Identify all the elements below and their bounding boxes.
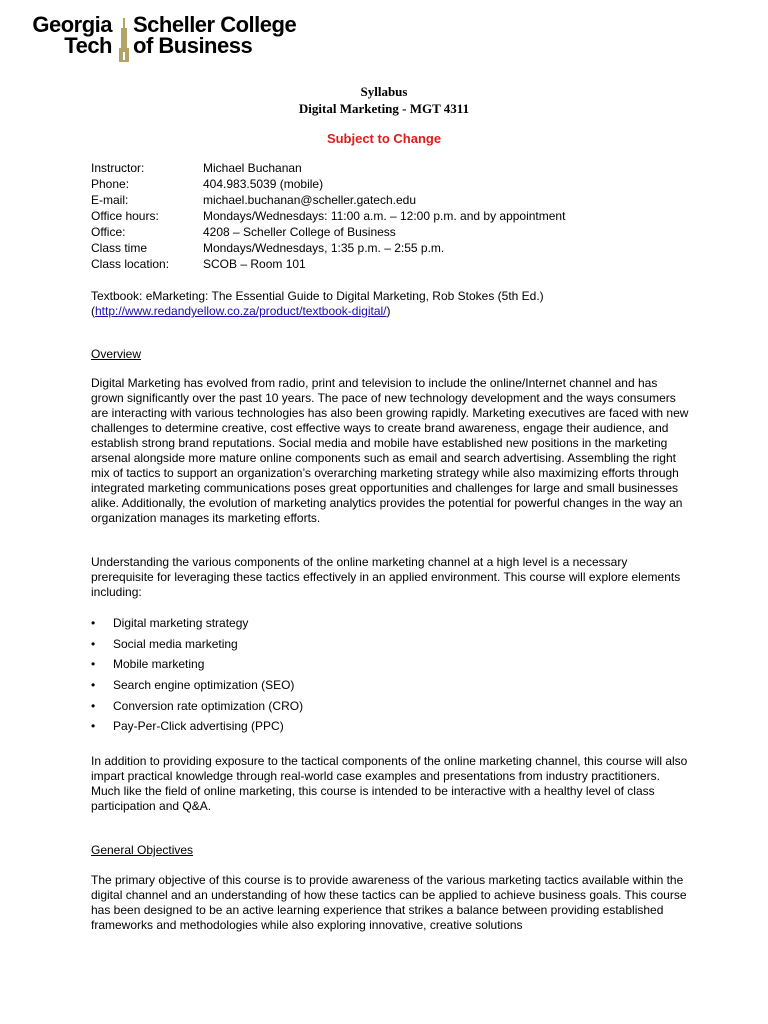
info-row: Class time Mondays/Wednesdays, 1:35 p.m. – 2:55 p.m. xyxy=(91,241,445,255)
course-title: Digital Marketing - MGT 4311 xyxy=(298,101,470,116)
list-item: • Social media marketing xyxy=(91,636,238,651)
info-row: Office hours: Mondays/Wednesdays: 11:00 a.m. – 12:00 p.m. and by appointment xyxy=(91,209,566,223)
subject-to-change-notice: Subject to Change xyxy=(326,131,442,146)
list-item: • Pay-Per-Click advertising (PPC) xyxy=(91,719,284,734)
list-item: • Search engine optimization (SEO) xyxy=(91,678,295,693)
info-row: Phone: 404.983.5039 (mobile) xyxy=(91,177,324,191)
college-name: Scheller College of Business xyxy=(133,12,297,58)
list-item: • Digital marketing strategy xyxy=(91,616,249,631)
overview-paragraph: Digital Marketing has evolved from radio, print and television to include the online/Internet channel and has grown significantly over the past 10 years. The pace of new technology development and the ways consumers are interacting with various technologies has also been growing rapidly. Marketing executives are faced with new challenges to determine creative, cost effective ways to create brand awareness, engage their audience, and establish strong brand reputations. Social media and mobile have established new positions in the marketing arsenal alongside more mature online components such as email and search advertising. Assembling the right mix of tactics to support an organization’s overarching marketing strategy while also maximizing efforts through integrated marketing communications poses great opportunities and challenges for large and small businesses alike. Additionally, the evolution of marketing analytics provides the potential for powerful changes in the way an organization manages its marketing efforts. xyxy=(91,376,689,525)
info-row: Class location: SCOB – Room 101 xyxy=(91,257,306,271)
info-row: Office: 4208 – Scheller College of Business xyxy=(91,225,396,239)
georgia-tech-wordmark: Georgia Tech xyxy=(32,12,112,58)
doc-title: Syllabus xyxy=(360,84,408,99)
list-item: • Mobile marketing xyxy=(91,657,205,672)
info-row: E-mail: michael.buchanan@scheller.gatech.edu xyxy=(91,193,416,207)
overview-paragraph-2: Understanding the various components of the online marketing channel at a high level is a necessary prerequisite for leveraging these tactics effectively in an applied environment. This course will explore elements including: xyxy=(91,555,681,599)
overview-heading: Overview xyxy=(91,347,142,361)
objectives-paragraph: The primary objective of this course is to provide awareness of the various marketing tactics available within the digital channel and an understanding of how these tactics can be applied to achieve business goals. This course has been designed to be an active learning experience that strikes a balance between providing established frameworks and methodologies while also exploring innovative, creative solutions xyxy=(91,873,687,932)
overview-paragraph-3: In addition to providing exposure to the tactical components of the online marketing channel, this course will also impart practical knowledge through real-world case examples and presentations from industry practitioners. Much like the field of online marketing, this course is intended to be interactive with a healthy level of class participation and Q&A. xyxy=(91,754,688,813)
topics-list xyxy=(91,613,303,737)
instructor-info xyxy=(91,160,565,272)
tech-tower-icon xyxy=(118,18,130,62)
textbook-info: Textbook: eMarketing: The Essential Guide to Digital Marketing, Rob Stokes (5th Ed.) (http://www.redandyellow.co.za/product/textbook-digital/) xyxy=(91,289,544,318)
scheller-logo xyxy=(10,14,310,62)
general-objectives-heading: General Objectives xyxy=(91,843,194,857)
list-item: • Conversion rate optimization (CRO) xyxy=(91,698,304,713)
info-row: Instructor: Michael Buchanan xyxy=(91,161,302,175)
textbook-link[interactable]: http://www.redandyellow.co.za/product/textbook-digital/ xyxy=(95,304,387,318)
